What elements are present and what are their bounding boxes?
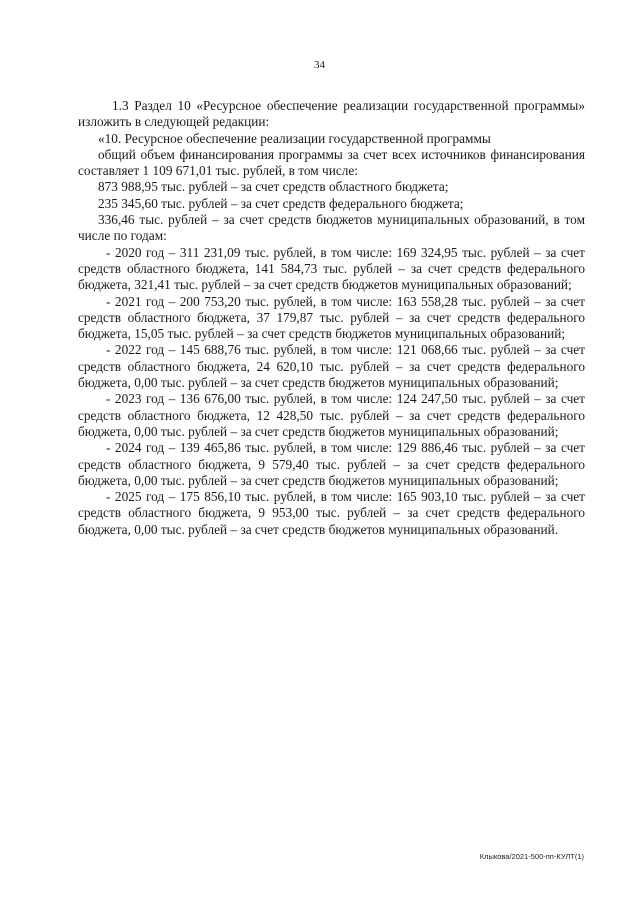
source-regional-budget: 873 988,95 тыс. рублей – за счет средств областного бюджета; <box>98 179 449 195</box>
year-2023-paragraph: - 2023 год – 136 676,00 тыс. рублей, в том числе: 124 247,50 тыс. рублей – за счет средств областного бюджета, 12 428,50 тыс. рублей – за счет средств федерального бюджета, 0,00 тыс. рублей – за счет средств бюджетов муниципальных образований; <box>78 391 585 439</box>
quote-title: «10. Ресурсное обеспечение реализации государственной программы <box>98 130 491 146</box>
year-2021-paragraph: - 2021 год – 200 753,20 тыс. рублей, в том числе: 163 558,28 тыс. рублей – за счет средств областного бюджета, 37 179,87 тыс. рублей – за счет средств федерального бюджета, 15,05 тыс. рублей – за счет средств бюджетов муниципальных образований; <box>78 293 585 342</box>
source-municipal-budget: 336,46 тыс. рублей – за счет средств бюджетов муниципальных образований, в том числе по годам: <box>78 212 585 244</box>
year-2020-paragraph: - 2020 год – 311 231,09 тыс. рублей, в том числе: 169 324,95 тыс. рублей – за счет средств областного бюджета, 141 584,73 тыс. рублей – за счет средств федерального бюджета, 321,41 тыс. рублей – за счет средств бюджетов муниципальных образований; <box>78 244 585 293</box>
year-2024-paragraph: - 2024 год – 139 465,86 тыс. рублей, в том числе: 129 886,46 тыс. рублей – за счет средств областного бюджета, 9 579,40 тыс. рублей – за счет средств федерального бюджета, 0,00 тыс. рублей – за счет средств бюджетов муниципальных образований; <box>78 440 585 488</box>
source-federal-budget: 235 345,60 тыс. рублей – за счет средств федерального бюджета; <box>98 195 464 211</box>
total-financing-paragraph: общий объем финансирования программы за счет всех источников финансирования составляет 1 109 671,01 тыс. рублей, в том числе: <box>78 146 585 179</box>
year-2025-paragraph: - 2025 год – 175 856,10 тыс. рублей, в том числе: 165 903,10 тыс. рублей – за счет средств областного бюджета, 9 953,00 тыс. рублей – за счет средств федерального бюджета, 0,00 тыс. рублей – за счет средств бюджетов муниципальных образований. <box>78 489 585 537</box>
footer-document-code: Клыкова/2021-500-пп-КУЛТ(1) <box>479 852 584 861</box>
page-number: 34 <box>314 59 325 71</box>
section-heading: 1.3 Раздел 10 «Ресурсное обеспечение реализации государственной программы» изложить в следующей редакции: <box>78 98 585 130</box>
year-2022-paragraph: - 2022 год – 145 688,76 тыс. рублей, в том числе: 121 068,66 тыс. рублей – за счет средств областного бюджета, 24 620,10 тыс. рублей – за счет средств федерального бюджета, 0,00 тыс. рублей – за счет средств бюджетов муниципальных образований; <box>78 342 585 391</box>
document-body <box>78 98 585 538</box>
